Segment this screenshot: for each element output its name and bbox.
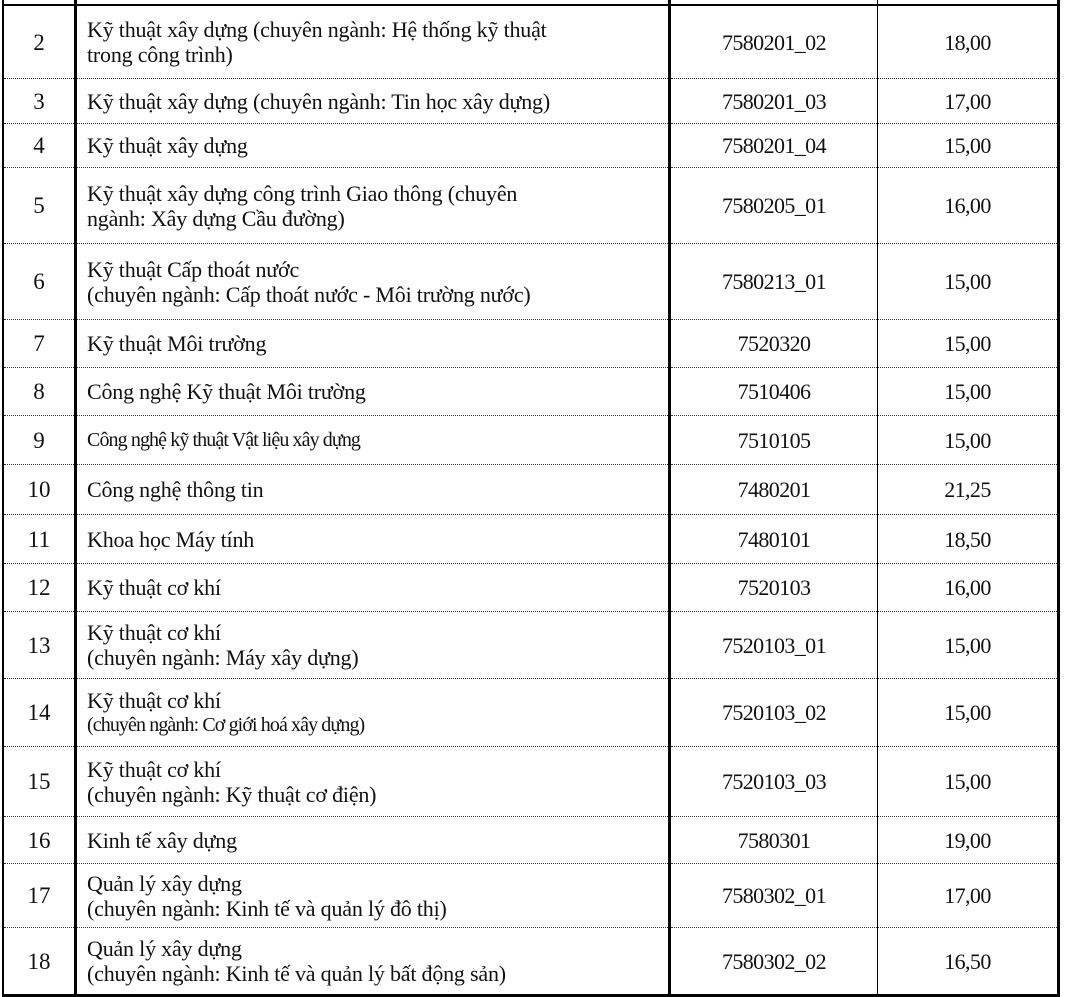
specialization-line: (chuyên ngành: Kinh tế và quản lý bất động sản) (87, 961, 506, 986)
row-number: 11 (3, 515, 76, 564)
specialization-line: (chuyên ngành: Máy xây dựng) (87, 645, 359, 670)
row-number: 18 (3, 928, 76, 996)
table-row (3, 79, 1059, 124)
major-name (76, 244, 670, 320)
major-name-line: Kỹ thuật xây dựng công trình Giao thông (chuyên (87, 180, 518, 206)
major-name (76, 465, 670, 515)
benchmark-score: 15,00 (878, 320, 1059, 368)
major-code: 7520103_01 (670, 612, 878, 679)
major-code: 7520103_03 (670, 747, 878, 817)
benchmark-score: 18,00 (878, 5, 1059, 79)
major-name (76, 612, 670, 679)
major-code: 7510406 (670, 368, 878, 416)
benchmark-score: 15,00 (878, 612, 1059, 679)
major-name (76, 168, 670, 244)
table-row (3, 747, 1059, 817)
benchmark-score: 16,00 (878, 564, 1059, 612)
major-name-line: Quản lý xây dựng (87, 936, 242, 961)
major-name-line: Công nghệ Kỹ thuật Môi trường (87, 379, 366, 404)
major-name-line: Kỹ thuật cơ khí (87, 575, 221, 600)
specialization-line: (chuyên ngành: Kinh tế và quản lý đô thị) (87, 895, 447, 921)
table-row (3, 928, 1059, 996)
major-code: 7480201 (670, 465, 878, 515)
row-number: 9 (3, 416, 76, 465)
table-row (3, 612, 1059, 679)
table-row (3, 368, 1059, 416)
major-code: 7480101 (670, 515, 878, 564)
major-name (76, 864, 670, 928)
specialization-line: ngành: Xây dựng Cầu đường) (87, 205, 345, 231)
row-number: 15 (3, 747, 76, 817)
specialization-line: trong công trình) (87, 42, 233, 67)
row-number: 5 (3, 168, 76, 244)
major-name-line: Kỹ thuật cơ khí (87, 620, 221, 645)
major-name (76, 124, 670, 168)
row-number: 10 (3, 465, 76, 515)
benchmark-score: 19,00 (878, 817, 1059, 864)
table-row (3, 5, 1059, 79)
table-row (3, 515, 1059, 564)
specialization-line: (chuyên ngành: Cấp thoát nước - Môi trường nước) (87, 281, 531, 307)
major-name-line: Công nghệ kỹ thuật Vật liệu xây dựng (87, 428, 361, 451)
major-name (76, 515, 670, 564)
major-code: 7580201_03 (670, 79, 878, 124)
row-number: 6 (3, 244, 76, 320)
row-number: 13 (3, 612, 76, 679)
major-name (76, 679, 670, 747)
major-name (76, 79, 670, 124)
major-code: 7520103_02 (670, 679, 878, 747)
table-row (3, 168, 1059, 244)
benchmark-score: 15,00 (878, 244, 1059, 320)
major-name-line: Quản lý xây dựng (87, 870, 242, 896)
major-name (76, 416, 670, 465)
major-name (76, 564, 670, 612)
major-name (76, 817, 670, 864)
major-name-line: Kỹ thuật Cấp thoát nước (87, 256, 300, 282)
row-number: 4 (3, 124, 76, 168)
major-name-line: Công nghệ thông tin (87, 477, 264, 502)
row-number: 14 (3, 679, 76, 747)
benchmark-score: 15,00 (878, 679, 1059, 747)
major-code: 7580302_01 (670, 864, 878, 928)
table-row (3, 465, 1059, 515)
major-name-line: Kỹ thuật cơ khí (87, 687, 221, 713)
benchmark-score: 15,00 (878, 747, 1059, 817)
specialization-line: (chuyên ngành: Cơ giới hoá xây dựng) (87, 713, 365, 736)
major-name-line: Kinh tế xây dựng (87, 827, 237, 853)
major-code: 7580301 (670, 817, 878, 864)
row-number: 2 (3, 5, 76, 79)
admission-scores-table-container (2, 0, 1060, 997)
benchmark-score: 21,25 (878, 465, 1059, 515)
benchmark-score: 17,00 (878, 79, 1059, 124)
major-name (76, 747, 670, 817)
major-name (76, 928, 670, 996)
table-row (3, 320, 1059, 368)
benchmark-score: 16,00 (878, 168, 1059, 244)
benchmark-score: 18,50 (878, 515, 1059, 564)
major-name (76, 368, 670, 416)
major-code: 7580205_01 (670, 168, 878, 244)
major-code: 7580201_04 (670, 124, 878, 168)
row-number: 3 (3, 79, 76, 124)
table-row (3, 244, 1059, 320)
table-row (3, 679, 1059, 747)
specialization-line: (chuyên ngành: Kỹ thuật cơ điện) (87, 781, 377, 807)
row-number: 16 (3, 817, 76, 864)
major-name (76, 320, 670, 368)
row-number: 17 (3, 864, 76, 928)
row-number: 7 (3, 320, 76, 368)
benchmark-score: 15,00 (878, 416, 1059, 465)
major-code: 7510105 (670, 416, 878, 465)
major-name (76, 5, 670, 79)
major-code: 7520320 (670, 320, 878, 368)
row-number: 8 (3, 368, 76, 416)
major-name-line: Kỹ thuật cơ khí (87, 756, 221, 782)
major-code: 7580213_01 (670, 244, 878, 320)
table-row (3, 124, 1059, 168)
benchmark-score: 17,00 (878, 864, 1059, 928)
table-row (3, 416, 1059, 465)
major-name-line: Kỹ thuật xây dựng (chuyên ngành: Hệ thống kỹ thuật (87, 17, 547, 42)
major-name-line: Kỹ thuật Môi trường (87, 331, 267, 356)
major-name-line: Kỹ thuật xây dựng (87, 133, 248, 158)
major-name-line: Kỹ thuật xây dựng (chuyên ngành: Tin học xây dựng) (87, 88, 550, 114)
table-row (3, 864, 1059, 928)
row-number: 12 (3, 564, 76, 612)
table-row (3, 564, 1059, 612)
benchmark-score: 16,50 (878, 928, 1059, 996)
major-code: 7580302_02 (670, 928, 878, 996)
major-name-line: Khoa học Máy tính (87, 526, 255, 552)
table-row (3, 817, 1059, 864)
admission-scores-table (2, 0, 1060, 997)
major-code: 7520103 (670, 564, 878, 612)
major-code: 7580201_02 (670, 5, 878, 79)
benchmark-score: 15,00 (878, 368, 1059, 416)
benchmark-score: 15,00 (878, 124, 1059, 168)
